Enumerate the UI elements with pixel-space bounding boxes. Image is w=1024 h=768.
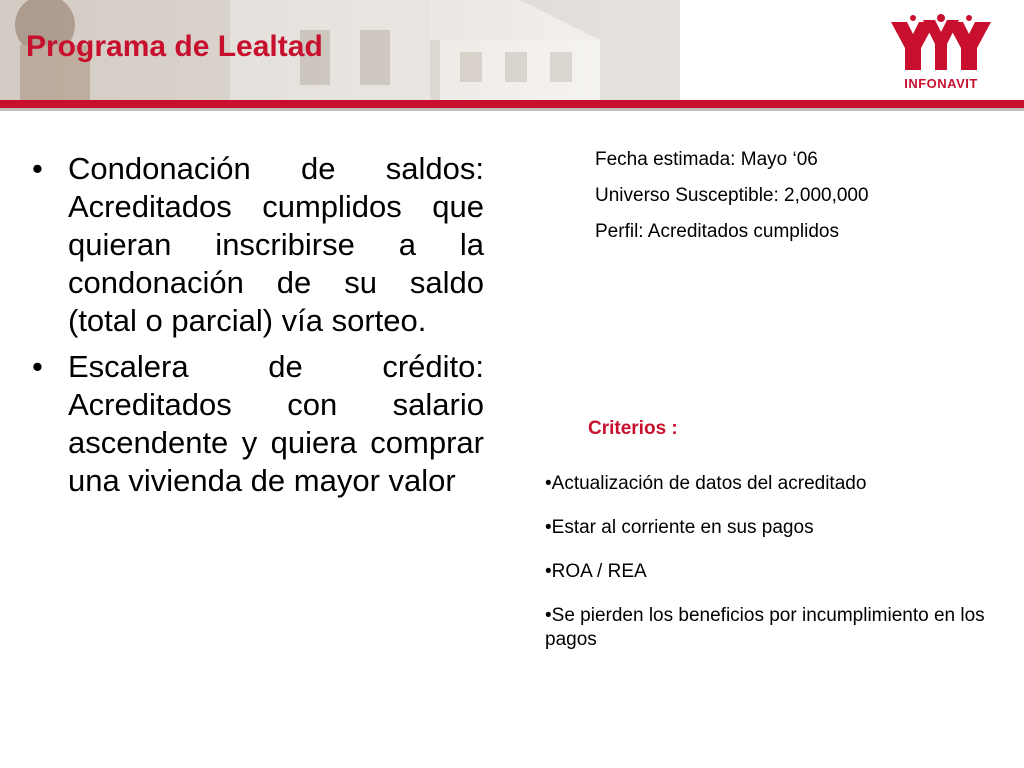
program-info — [595, 148, 925, 256]
page-title: Programa de Lealtad — [26, 30, 323, 63]
main-bullet-list — [28, 150, 484, 508]
criteria-list — [545, 472, 1005, 672]
list-item — [28, 348, 484, 500]
bullet-text: Escalera de crédito: Acreditados con salario ascendente y quiera comprar una vivienda de mayor valor — [68, 349, 484, 498]
bullet-marker: • — [32, 151, 43, 186]
criteria-heading: Criterios : — [588, 418, 678, 439]
bullet-marker: • — [32, 349, 43, 384]
logo-wordmark: INFONAVIT — [904, 76, 978, 91]
profile: Perfil: Acreditados cumplidos — [595, 221, 839, 242]
list-item — [28, 150, 484, 340]
header-red-band — [0, 100, 1024, 108]
header-banner — [0, 0, 1024, 100]
estimated-date: Fecha estimada: Mayo ‘06 — [595, 149, 818, 170]
list-item: •Estar al corriente en sus pagos — [545, 517, 814, 538]
header-divider — [0, 108, 1024, 111]
list-item: •Actualización de datos del acreditado — [545, 473, 867, 494]
susceptible-universe: Universo Susceptible: 2,000,000 — [595, 185, 869, 206]
bullet-text: Condonación de saldos: Acreditados cumplidos que quieran inscribirse a la condonación de su saldo (total o parcial) vía sorteo. — [68, 151, 484, 338]
list-item: •ROA / REA — [545, 561, 647, 582]
list-item: •Se pierden los beneficios por incumplimiento en los pagos — [545, 605, 985, 650]
